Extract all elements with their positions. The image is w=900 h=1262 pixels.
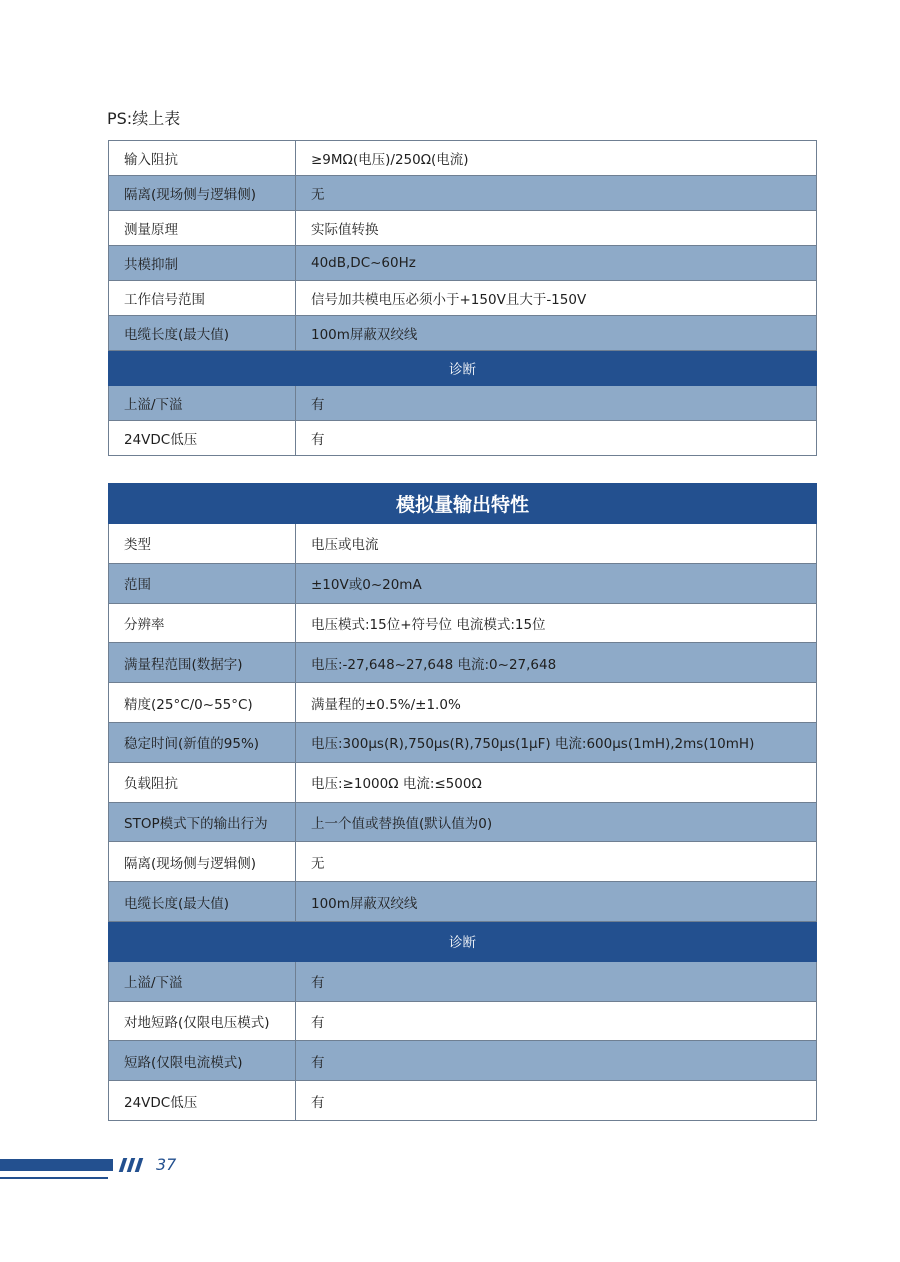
row-value: 100m屏蔽双绞线 bbox=[296, 882, 817, 922]
row-label: 分辨率 bbox=[109, 603, 296, 643]
section-header-diagnostics: 诊断 bbox=[109, 921, 817, 961]
row-value: 电压或电流 bbox=[296, 524, 817, 564]
row-label: 共模抑制 bbox=[109, 246, 296, 281]
row-value: 有 bbox=[296, 421, 817, 456]
table-row bbox=[109, 421, 817, 456]
row-label: 隔离(现场侧与逻辑侧) bbox=[109, 842, 296, 882]
row-label: 电缆长度(最大值) bbox=[109, 316, 296, 351]
row-label: 类型 bbox=[109, 524, 296, 564]
row-label: 负载阻抗 bbox=[109, 762, 296, 802]
section-header-row bbox=[109, 351, 817, 386]
table1-body bbox=[109, 141, 817, 456]
row-value: 电压:-27,648~27,648 电流:0~27,648 bbox=[296, 643, 817, 683]
table2-body bbox=[109, 484, 817, 1121]
footer-accent-bar bbox=[0, 1159, 113, 1171]
table-row bbox=[109, 603, 817, 643]
row-value: 电压:≥1000Ω 电流:≤500Ω bbox=[296, 762, 817, 802]
row-label: 对地短路(仅限电压模式) bbox=[109, 1001, 296, 1041]
row-value: 上一个值或替换值(默认值为0) bbox=[296, 802, 817, 842]
row-value: 实际值转换 bbox=[296, 211, 817, 246]
footer-slash-mark bbox=[119, 1158, 128, 1172]
table-row bbox=[109, 1081, 817, 1121]
row-value: 40dB,DC~60Hz bbox=[296, 246, 817, 281]
table-row bbox=[109, 316, 817, 351]
table-row bbox=[109, 961, 817, 1001]
table-row bbox=[109, 1041, 817, 1081]
table-row bbox=[109, 211, 817, 246]
footer-slash-mark bbox=[127, 1158, 136, 1172]
row-label: 24VDC低压 bbox=[109, 421, 296, 456]
row-value: 有 bbox=[296, 1001, 817, 1041]
row-value: 有 bbox=[296, 1041, 817, 1081]
footer-slash-mark bbox=[135, 1158, 144, 1172]
row-label: 电缆长度(最大值) bbox=[109, 882, 296, 922]
footer-accent-line bbox=[0, 1177, 108, 1179]
row-label: 测量原理 bbox=[109, 211, 296, 246]
table-row bbox=[109, 246, 817, 281]
row-value: 有 bbox=[296, 1081, 817, 1121]
table-row bbox=[109, 683, 817, 723]
table-row bbox=[109, 1001, 817, 1041]
table-row bbox=[109, 643, 817, 683]
row-label: 精度(25°C/0~55°C) bbox=[109, 683, 296, 723]
row-value: 有 bbox=[296, 961, 817, 1001]
row-value: 信号加共模电压必须小于+150V且大于-150V bbox=[296, 281, 817, 316]
row-value: 电压模式:15位+符号位 电流模式:15位 bbox=[296, 603, 817, 643]
ps-continued-label: PS:续上表 bbox=[107, 109, 181, 128]
row-label: 隔离(现场侧与逻辑侧) bbox=[109, 176, 296, 211]
table-row bbox=[109, 722, 817, 762]
section-header-row bbox=[109, 921, 817, 961]
row-value: 100m屏蔽双绞线 bbox=[296, 316, 817, 351]
row-value: 无 bbox=[296, 842, 817, 882]
row-label: 短路(仅限电流模式) bbox=[109, 1041, 296, 1081]
row-label: 满量程范围(数据字) bbox=[109, 643, 296, 683]
table-title: 模拟量输出特性 bbox=[109, 484, 817, 524]
table-row bbox=[109, 524, 817, 564]
row-value: 满量程的±0.5%/±1.0% bbox=[296, 683, 817, 723]
spec-table-analog-output bbox=[108, 483, 817, 1121]
row-label: 上溢/下溢 bbox=[109, 961, 296, 1001]
table-row bbox=[109, 563, 817, 603]
row-label: STOP模式下的输出行为 bbox=[109, 802, 296, 842]
row-label: 输入阻抗 bbox=[109, 141, 296, 176]
row-label: 范围 bbox=[109, 563, 296, 603]
row-value: ≥9MΩ(电压)/250Ω(电流) bbox=[296, 141, 817, 176]
row-value: ±10V或0~20mA bbox=[296, 563, 817, 603]
table-row bbox=[109, 176, 817, 211]
table-row bbox=[109, 882, 817, 922]
table-row bbox=[109, 281, 817, 316]
row-label: 稳定时间(新值的95%) bbox=[109, 722, 296, 762]
row-label: 工作信号范围 bbox=[109, 281, 296, 316]
table-title-row bbox=[109, 484, 817, 524]
table-row bbox=[109, 802, 817, 842]
table-row bbox=[109, 386, 817, 421]
row-value: 电压:300μs(R),750μs(R),750μs(1μF) 电流:600μs(1mH),2ms(10mH) bbox=[296, 722, 817, 762]
section-header-diagnostics: 诊断 bbox=[109, 351, 817, 386]
row-value: 有 bbox=[296, 386, 817, 421]
row-value: 无 bbox=[296, 176, 817, 211]
table-row bbox=[109, 141, 817, 176]
table-row bbox=[109, 842, 817, 882]
page-number: 37 bbox=[156, 1155, 177, 1174]
spec-table-input-continued bbox=[108, 140, 817, 456]
row-label: 上溢/下溢 bbox=[109, 386, 296, 421]
table-row bbox=[109, 762, 817, 802]
row-label: 24VDC低压 bbox=[109, 1081, 296, 1121]
